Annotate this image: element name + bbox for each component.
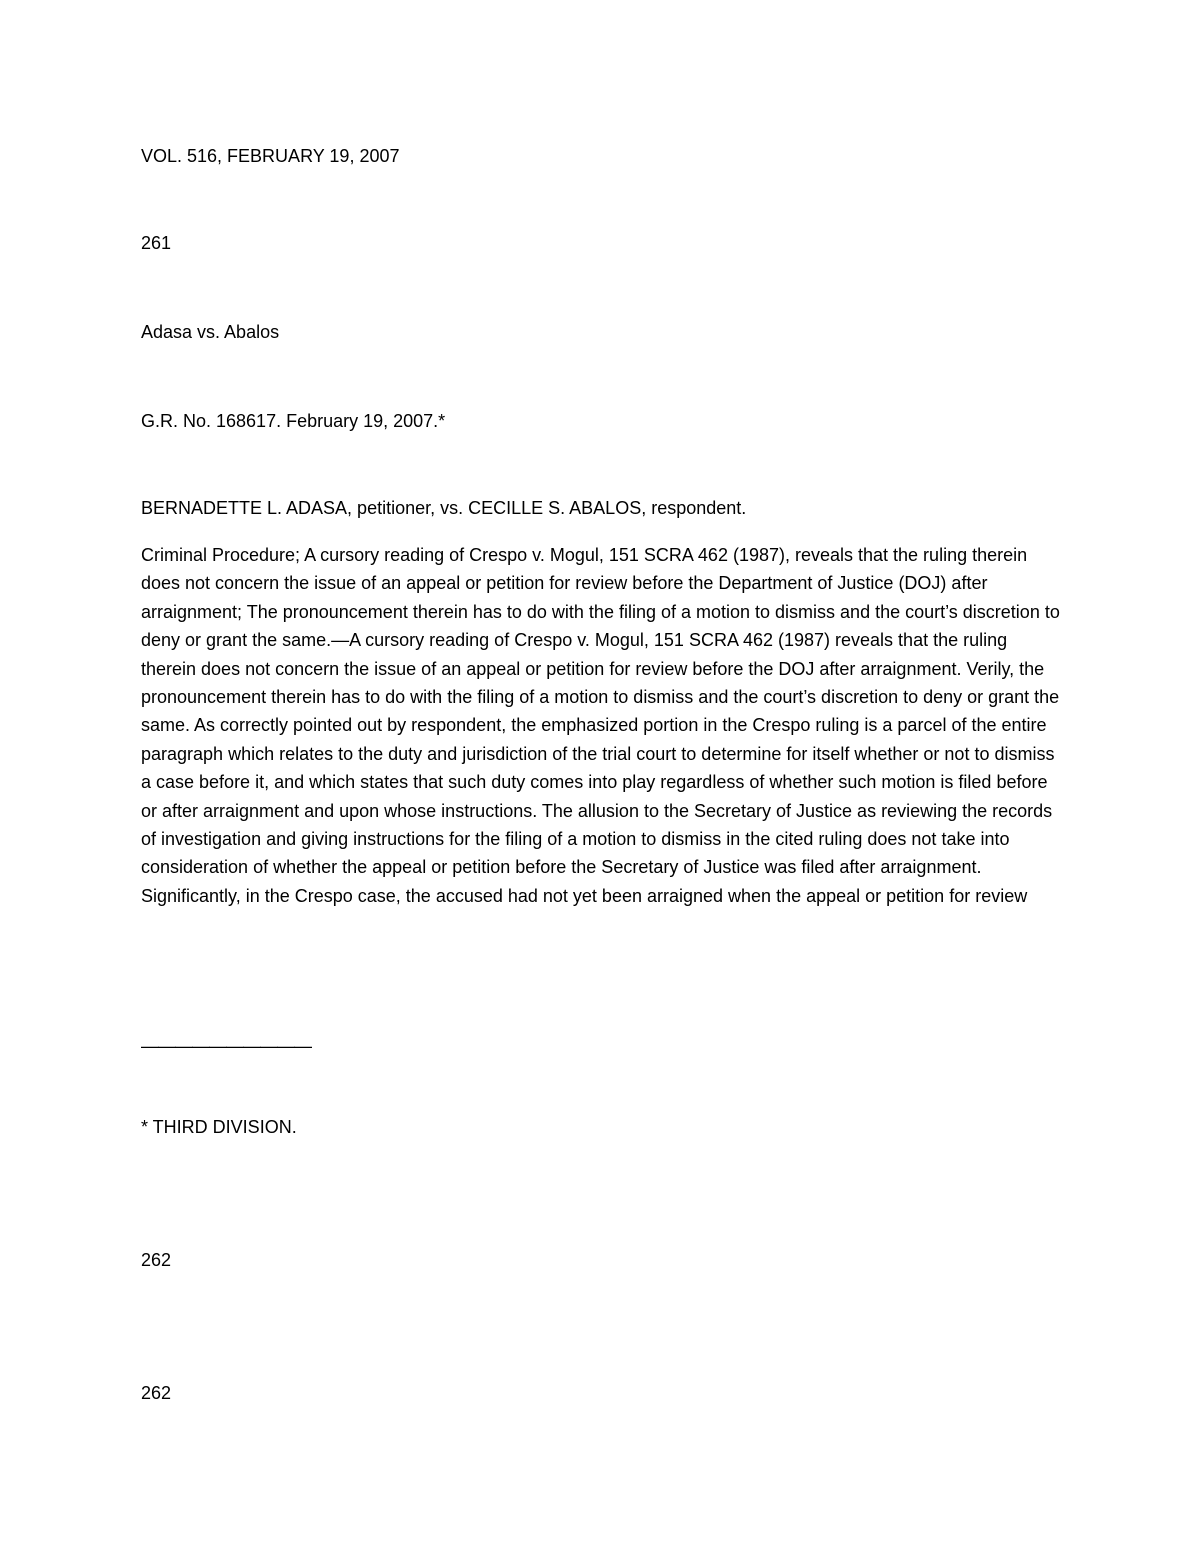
case-short-title: Adasa vs. Abalos [141, 322, 280, 342]
case-parties: BERNADETTE L. ADASA, petitioner, vs. CECILLE S. ABALOS, respondent. [141, 498, 747, 518]
case-number: G.R. No. 168617. February 19, 2007.* [141, 411, 446, 431]
footnote-text: * THIRD DIVISION. [141, 1117, 297, 1137]
volume-line: VOL. 516, FEBRUARY 19, 2007 [141, 146, 400, 166]
page-number-bottom-2: 262 [141, 1383, 172, 1403]
footnote-rule: —————————— [141, 1036, 311, 1056]
page-number-bottom-1: 262 [141, 1250, 172, 1270]
syllabus-paragraph: Criminal Procedure; A cursory reading of Crespo v. Mogul, 151 SCRA 462 (1987), reveals that the ruling therein does not concern the issue of an appeal or petition for review before the Department of Justice (DOJ) after arraignment; The pronouncement therein has to do with the filing of a motion to dismiss and the court’s discretion to deny or grant the same.—A cursory reading of Crespo v. Mogul, 151 SCRA 462 (1987) reveals that the ruling therein does not concern the issue of an appeal or petition for review before the DOJ after arraignment. Verily, the pronouncement therein has to do with the filing of a motion to dismiss and the court’s discretion to deny or grant the same. As correctly pointed out by respondent, the emphasized portion in the Crespo ruling is a parcel of the entire paragraph which relates to the duty and jurisdiction of the trial court to determine for itself whether or not to dismiss a case before it, and which states that such duty comes into play regardless of whether such motion is filed before or after arraignment and upon whose instructions. The allusion to the Secretary of Justice as reviewing the records of investigation and giving instructions for the filing of a motion to dismiss in the cited ruling does not take into consideration of whether the appeal or petition before the Secretary of Justice was filed after arraignment. Significantly, in the Crespo case, the accused had not yet been arraigned when the appeal or petition for review [141, 545, 1060, 906]
page-number-top: 261 [141, 233, 172, 253]
